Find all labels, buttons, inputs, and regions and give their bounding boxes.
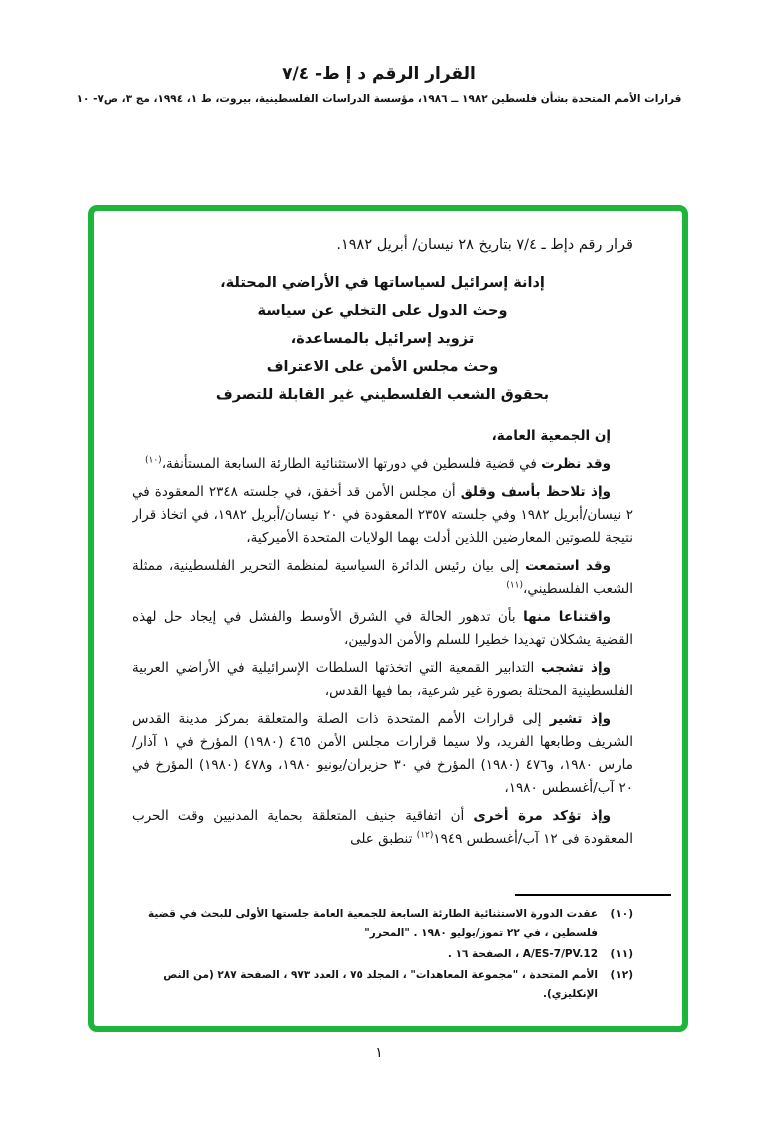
footnotes-area [132,894,633,1006]
page-number: ١ [375,1045,383,1061]
footnote-marker: (١٢) [610,969,633,981]
paragraph-lead: وقد نظرت [541,456,611,472]
resolution-paragraph [132,555,633,601]
citation-line: قرارات الأمم المتحدة بشأن فلسطين ١٩٨٢ ــ ١٩٨٦، مؤسسة الدراسات الفلسطينية، بيروت، ط ١، ١٩٩٤، مج ٣، ص٧- ١٠ [76,93,682,105]
resolution-paragraph [132,606,633,652]
footnote-text: عقدت الدورة الاستثنائية الطارئة السابعة للجمعية العامة جلستها الأولى للبحث في قضية فلسطين ، في ٢٢ تموز/يوليو ١٩٨٠ . "المحرر" [147,908,598,939]
paragraph-lead: وإذ تشير [549,711,611,727]
footnote-item [132,905,633,943]
paragraph-text: بأن تدهور الحالة في الشرق الأوسط والفشل في إيجاد حل لهذه القضية يشكلان تهديدا خطيرا للسلم والأمن الدوليين، [132,609,633,648]
paragraph-lead: وقد استمعت [525,558,612,574]
paragraph-text: أن مجلس الأمن قد أخفق، في جلسته ٢٣٤٨ المعقودة في ٢ نيسان/أبريل ١٩٨٢ وفي جلسته ٢٣٥٧ المعقودة في ٢٠ نيسان/أبريل ١٩٨٢، في اتخاذ قرار نتيجة للصوتين المعارضين اللذين أدلت بهما الولايات المتحدة الأميركية، [132,484,633,546]
paragraph-lead: واقتناعا منها [523,609,611,625]
resolution-title-line: بحقوق الشعب الفلسطيني غير القابلة للتصرف [215,387,550,403]
resolution-heading-line: قرار رقم دإط ـ ٧/٤ بتاريخ ٢٨ نيسان/ أبريل ١٩٨٢. [336,237,633,253]
footnote-ref: (١٢) [416,830,434,841]
paragraph-text: إلى بيان رئيس الدائرة السياسية لمنظمة التحرير الفلسطينية، ممثلة الشعب الفلسطيني، [132,558,633,597]
footnote-marker: (١١) [610,948,633,960]
footnote-marker: (١٠) [610,908,633,920]
resolution-paragraph [132,453,633,476]
document-page [0,64,758,1142]
resolution-paragraph [132,805,633,851]
paragraph-text: إلى قرارات الأمم المتحدة ذات الصلة والمتعلقة بمركز مدينة القدس الشريف وطابعها الفريد، ولا سيما قرارات مجلس الأمن ٤٦٥ (١٩٨٠) المؤرخ في ١ آذار/مارس ١٩٨٠، و٤٧٦ (١٩٨٠) المؤرخ في ٣٠ حزيران/يونيو ١٩٨٠، و٤٧٨ (١٩٨٠) المؤرخ في ٢٠ آب/أغسطس ١٩٨٠، [132,711,633,796]
footnote-item [132,966,633,1004]
resolution-title-line: وحث الدول على التخلي عن سياسة [257,303,508,319]
paragraph-lead: وإذ تشجب [541,660,611,676]
paragraph-lead: إن الجمعية العامة، [491,428,611,444]
resolution-frame [88,205,688,1032]
paragraph-lead: وإذ تؤكد مرة أخرى [473,808,611,824]
resolution-title-line: إدانة إسرائيل لسياساتها في الأراضي المحتلة، [220,275,545,291]
paragraph-text: التدابير القمعية التي اتخذتها السلطات الإسرائيلية في الأراضي العربية الفلسطينية المحتلة بصورة غير شرعية، بما فيها القدس، [132,660,633,699]
footnote-ref: (١٠) [144,455,162,466]
paragraph-text: أن اتفاقية جنيف المتعلقة بحماية المدنيين وقت الحرب المعقودة فى ١٢ آب/أغسطس ١٩٤٩ [132,808,633,847]
paragraph-text: في قضية فلسطين في دورتها الاستثنائية الطارئة السابعة المستأنفة، [161,456,542,472]
footnote-separator [515,894,671,896]
footnote-text: A/ES-7/PV.12 ، الصفحة ١٦ . [447,948,598,960]
footnote-ref: (١١) [506,580,523,591]
paragraph-text: تنطبق على [350,831,417,847]
resolution-paragraph [132,481,633,550]
resolution-paragraph [132,708,633,800]
paragraph-lead: وإذ تلاحظ بأسف وقلق [460,484,611,500]
resolution-title-line: تزويد إسرائيل بالمساعدة، [290,331,475,347]
resolution-title-block [132,269,633,409]
resolution-paragraph [132,657,633,703]
footnote-text: الأمم المتحدة ، "مجموعة المعاهدات" ، المجلد ٧٥ ، العدد ٩٧٣ ، الصفحة ٢٨٧ (من النص الإنكليزي). [163,969,598,1000]
resolution-body [132,425,633,856]
resolution-paragraph [132,425,633,448]
resolution-title-line: وحث مجلس الأمن على الاعتراف [266,359,499,375]
resolution-frame-content [94,211,682,1026]
footnote-item [132,945,633,964]
resolution-number-title: القرار الرقم د إ ط- ٧/٤ [282,64,476,84]
